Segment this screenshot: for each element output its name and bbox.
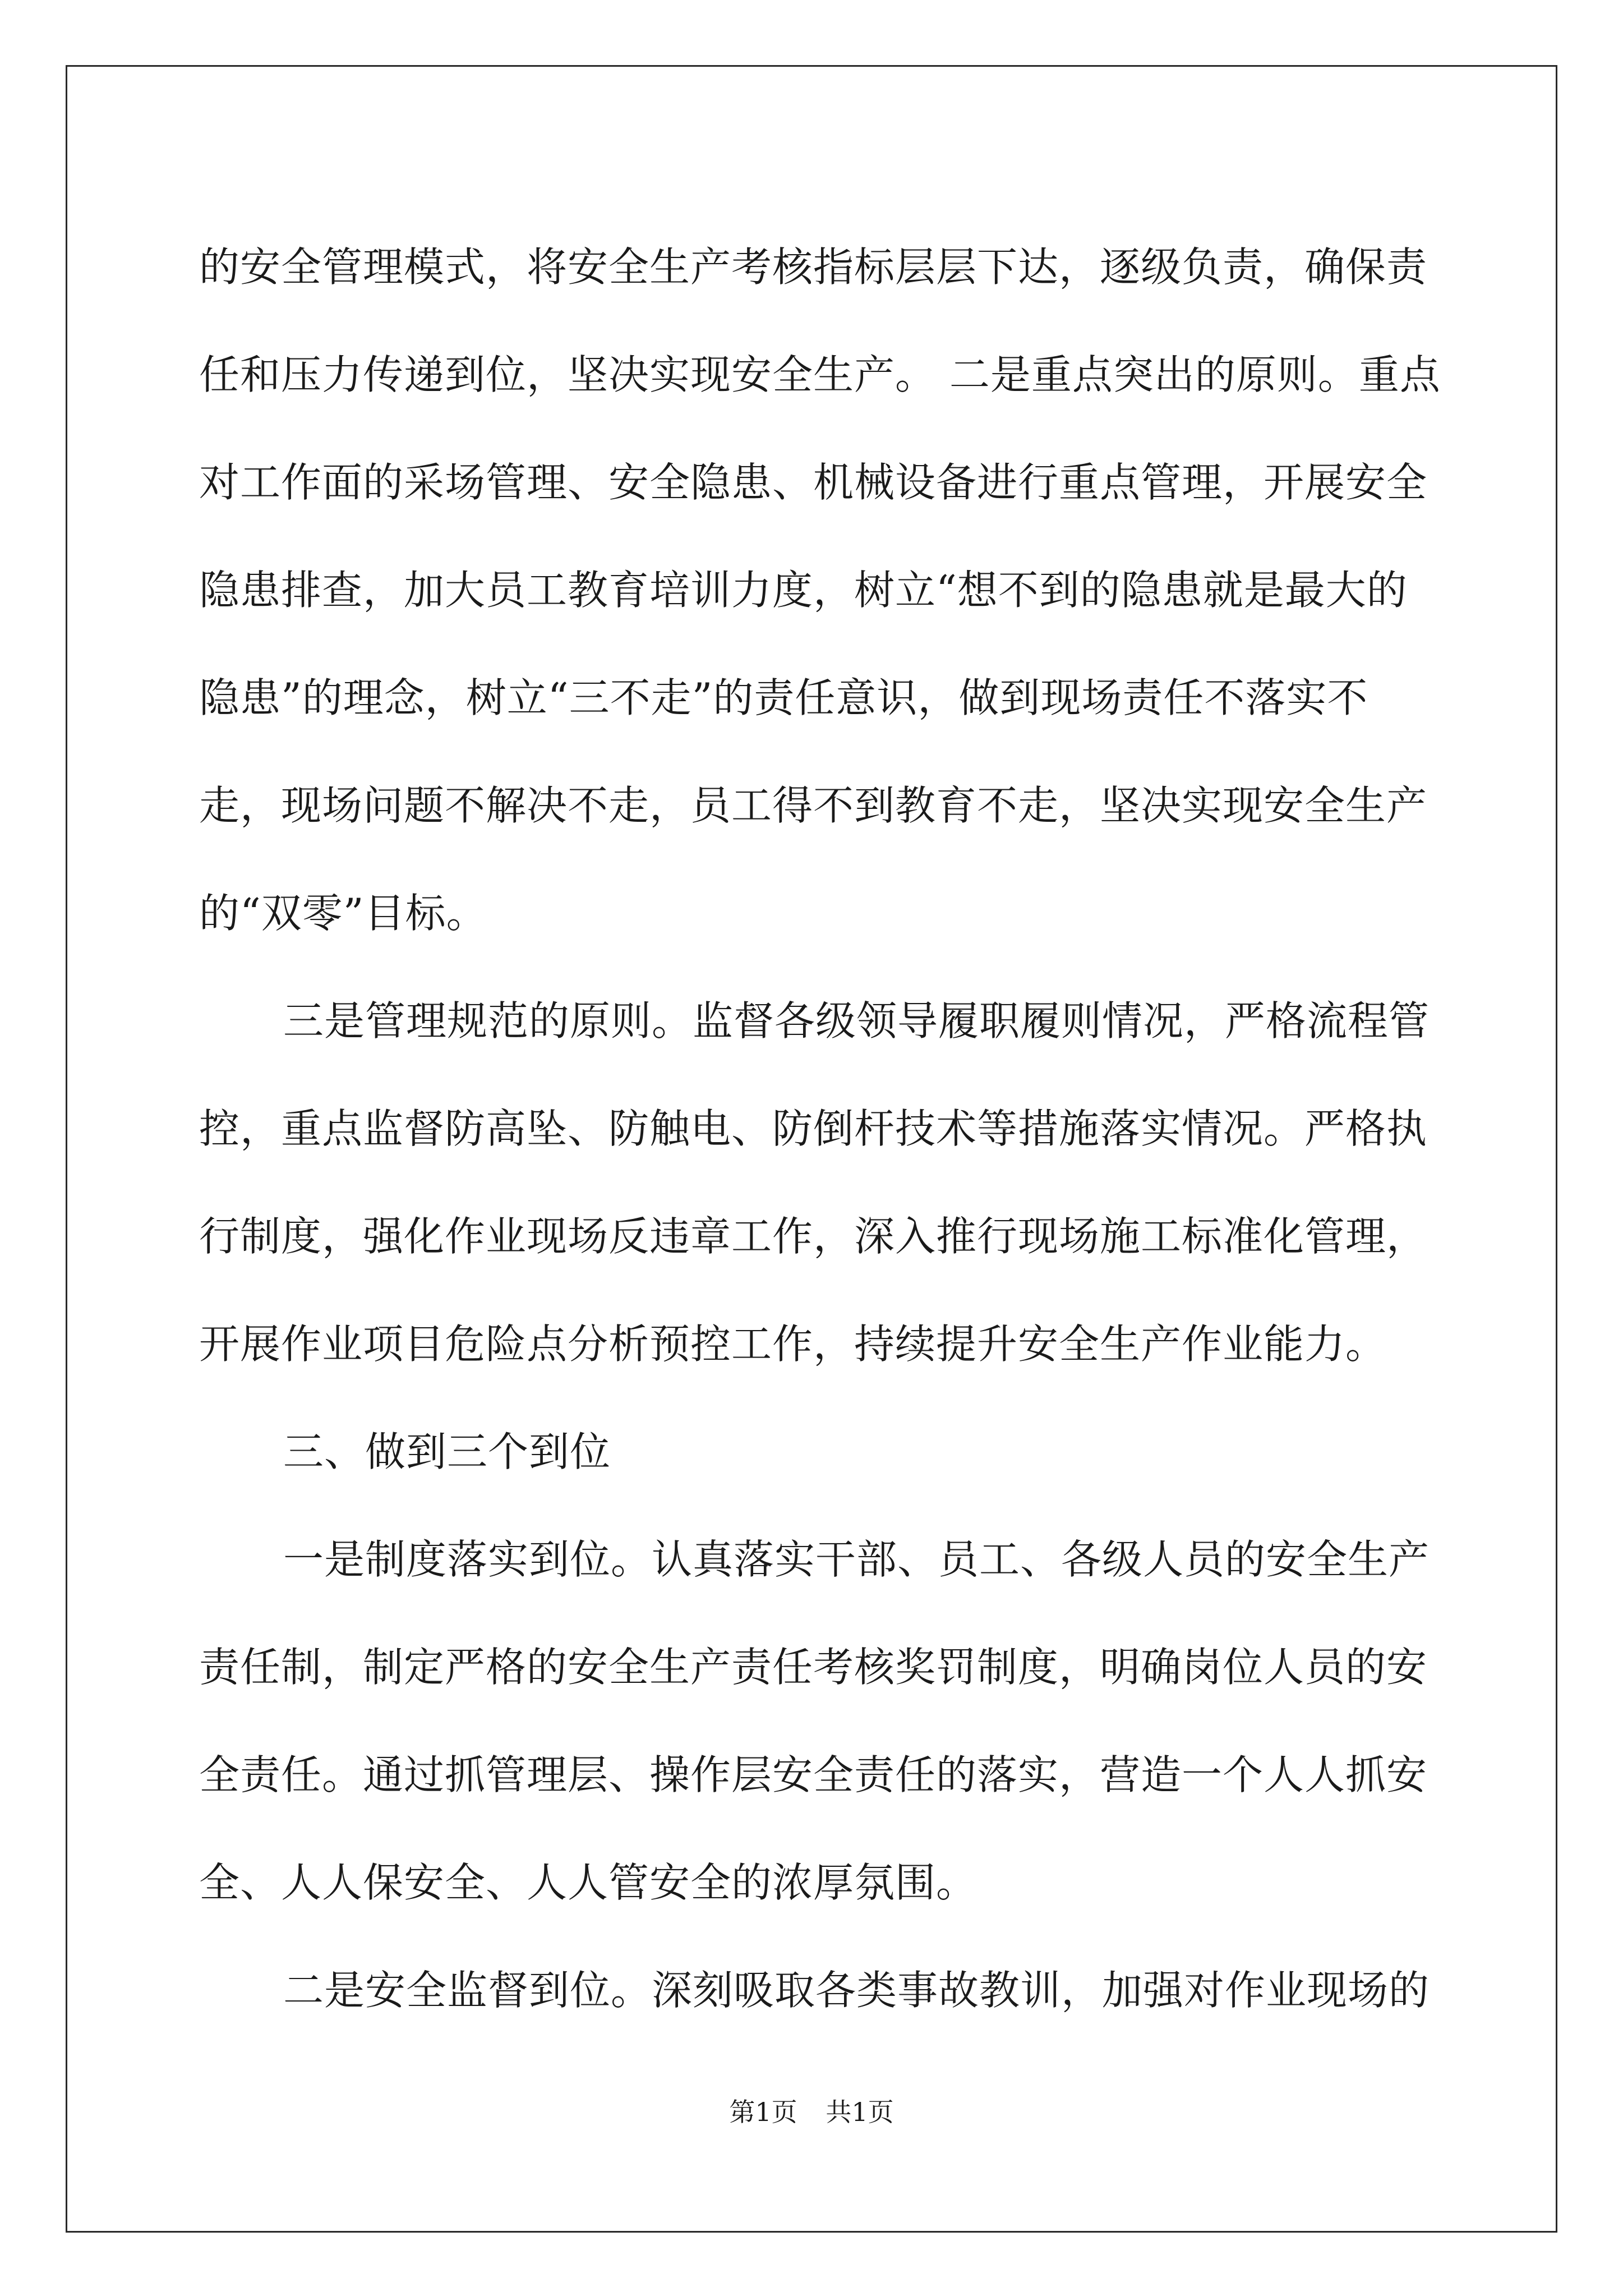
text-line: 开展作业项目危险点分析预控工作，持续提升安全生产作业能力。 xyxy=(199,1320,1387,1368)
paragraph-start-line: 二是安全监督到位。深刻吸取各类事故教训，加强对作业现场的 xyxy=(283,1967,1430,2014)
text-line: 的“双零”目标。 xyxy=(199,890,487,937)
page-number-total: 共1页 xyxy=(826,2097,894,2127)
section-heading: 三、做到三个到位 xyxy=(283,1428,611,1475)
text-line: 隐患排查，加大员工教育培训力度，树立“想不到的隐患就是最大的 xyxy=(199,567,1408,614)
text-line: 走，现场问题不解决不走，员工得不到教育不走，坚决实现安全生产 xyxy=(199,782,1428,829)
document-body xyxy=(199,213,1441,2044)
page-number-current: 第1页 xyxy=(729,2097,797,2127)
text-line: 控，重点监督防高坠、防触电、防倒杆技术等措施落实情况。严格执 xyxy=(199,1105,1428,1152)
text-line: 行制度，强化作业现场反违章工作，深入推行现场施工标准化管理， xyxy=(199,1213,1428,1260)
text-line: 对工作面的采场管理、安全隐患、机械设备进行重点管理，开展安全 xyxy=(199,459,1428,506)
paragraph-start-line: 一是制度落实到位。认真落实干部、员工、各级人员的安全生产 xyxy=(283,1536,1430,1583)
text-line: 的安全管理模式，将安全生产考核指标层层下达，逐级负责，确保责 xyxy=(199,243,1428,291)
text-line: 任和压力传递到位，坚决实现安全生产。 二是重点突出的原则。重点 xyxy=(199,351,1441,398)
text-line: 责任制，制定严格的安全生产责任考核奖罚制度，明确岗位人员的安 xyxy=(199,1644,1428,1691)
text-line: 全责任。通过抓管理层、操作层安全责任的落实，营造一个人人抓安 xyxy=(199,1751,1428,1798)
text-line: 隐患”的理念，树立“三不走”的责任意识，做到现场责任不落实不 xyxy=(199,674,1368,721)
paragraph-start-line: 三是管理规范的原则。监督各级领导履职履则情况，严格流程管 xyxy=(283,997,1430,1045)
text-line: 全、人人保安全、人人管安全的浓厚氛围。 xyxy=(199,1859,978,1906)
page-footer xyxy=(0,2095,1623,2129)
